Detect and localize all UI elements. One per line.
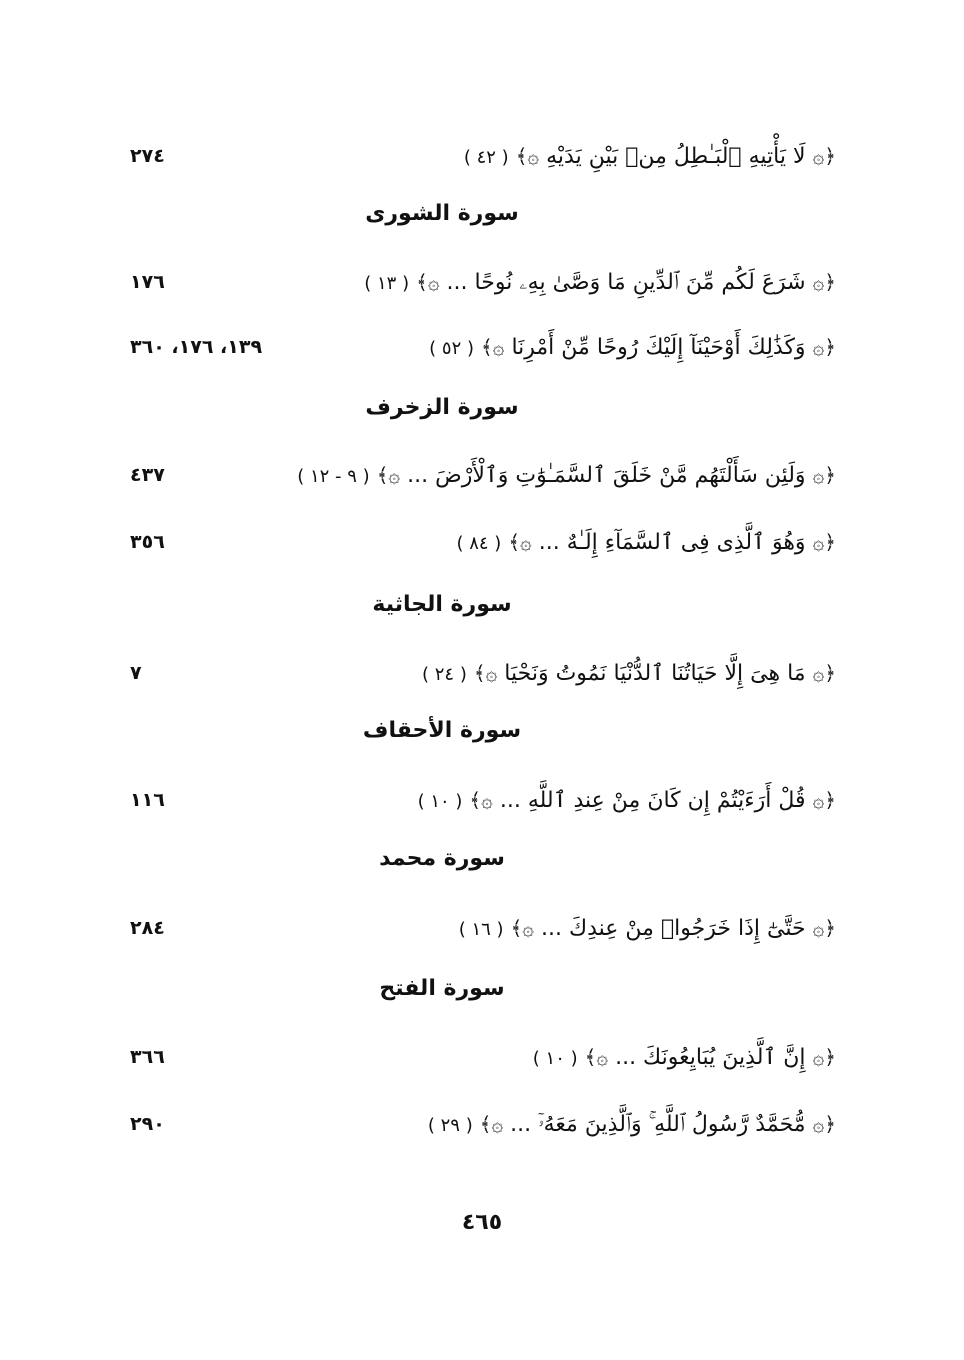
page-number: ٤٦٥	[461, 1210, 503, 1235]
close-bracket-ornament: ﴾	[481, 335, 493, 359]
verse-entry	[364, 262, 836, 302]
star-ornament: ۞	[812, 463, 825, 487]
page-references: ٢٧٤	[130, 145, 165, 167]
verse-entry	[459, 908, 836, 948]
star-ornament: ۞	[522, 916, 535, 940]
verse-text: لَا يَأْتِيهِ ٱلْبَـٰطِلُ مِنۢ بَيْنِ يَدَيْهِ	[546, 144, 806, 169]
verse-number: ( ٢٩ )	[427, 1115, 473, 1136]
page-references: ٢٨٤	[130, 917, 165, 939]
verse-row	[0, 327, 964, 367]
verse-number: ( ١٠ )	[532, 1048, 578, 1069]
verse-number: ( ٤٢ )	[463, 147, 509, 168]
close-bracket-ornament: ﴾	[473, 661, 486, 685]
page-references: ٢٩٠	[130, 1113, 165, 1135]
open-bracket-ornament: ﴿	[824, 463, 836, 487]
open-bracket-ornament: ﴿	[824, 916, 836, 940]
verse-number: ( ١٣ )	[364, 273, 410, 294]
verse-row	[0, 522, 964, 562]
open-bracket-ornament: ﴿	[824, 661, 836, 685]
surah-heading: سورة الأحقاف	[362, 718, 522, 743]
close-bracket-ornament: ﴾	[479, 1112, 492, 1136]
close-bracket-ornament: ﴾	[469, 788, 482, 812]
star-ornament: ۞	[812, 270, 825, 294]
star-ornament: ۞	[812, 530, 825, 554]
close-bracket-ornament: ﴾	[416, 270, 428, 294]
verse-text: وَكَذَٰلِكَ أَوْحَيْنَآ إِلَيْكَ رُوحًا مِّنْ أَمْرِنَا	[511, 335, 806, 360]
surah-heading: سورة الجاثية	[372, 592, 512, 617]
verse-entry	[428, 1104, 836, 1144]
close-bracket-ornament: ﴾	[376, 463, 389, 487]
page-references: ٤٣٧	[130, 464, 165, 486]
close-bracket-ornament: ﴾	[515, 144, 528, 168]
verse-entry	[422, 653, 836, 693]
page-references: ١٣٩، ١٧٦، ٣٦٠	[130, 336, 263, 358]
open-bracket-ornament: ﴿	[824, 530, 836, 554]
star-ornament: ۞	[388, 463, 401, 487]
verse-row	[0, 1037, 964, 1077]
verse-entry	[533, 1037, 836, 1077]
open-bracket-ornament: ﴿	[824, 335, 836, 359]
surah-heading: سورة الشورى	[365, 201, 519, 226]
verse-text: مُّحَمَّدٌ رَّسُولُ ٱللَّهِ ۚ وَٱلَّذِينَ مَعَهُۥٓ ...	[510, 1112, 806, 1137]
page-references: ١٧٦	[130, 271, 165, 293]
verse-number: ( ٨٤ )	[456, 533, 502, 554]
open-bracket-ornament: ﴿	[824, 788, 836, 812]
star-ornament: ۞	[812, 916, 825, 940]
star-ornament: ۞	[427, 270, 440, 294]
verse-entry	[429, 327, 836, 367]
open-bracket-ornament: ﴿	[824, 1112, 836, 1136]
star-ornament: ۞	[520, 530, 532, 554]
verse-number: ( ٩ - ١٢ )	[297, 466, 370, 487]
star-ornament: ۞	[481, 788, 493, 812]
verse-entry	[297, 455, 836, 495]
star-ornament: ۞	[812, 1045, 825, 1069]
verse-entry	[418, 780, 836, 820]
star-ornament: ۞	[812, 661, 825, 685]
page-references: ٣٦٦	[130, 1046, 165, 1068]
verse-row	[0, 908, 964, 948]
star-ornament: ۞	[485, 661, 498, 685]
star-ornament: ۞	[491, 1112, 504, 1136]
verse-text: قُلْ أَرَءَيْتُمْ إِن كَانَ مِنْ عِندِ ٱللَّهِ ...	[499, 788, 806, 813]
open-bracket-ornament: ﴿	[824, 144, 836, 168]
star-ornament: ۞	[596, 1045, 609, 1069]
surah-heading: سورة محمد	[379, 846, 505, 871]
star-ornament: ۞	[812, 788, 825, 812]
verse-text: شَرَعَ لَكُم مِّنَ ٱلدِّينِ مَا وَصَّىٰ بِهِۦ نُوحًا ...	[446, 270, 806, 295]
page-references: ٣٥٦	[130, 531, 165, 553]
verse-row	[0, 262, 964, 302]
open-bracket-ornament: ﴿	[824, 1045, 836, 1069]
verse-number: ( ١٦ )	[458, 919, 504, 940]
close-bracket-ornament: ﴾	[510, 916, 523, 940]
verse-number: ( ٥٢ )	[429, 338, 474, 359]
verse-entry	[464, 136, 836, 176]
verse-row	[0, 780, 964, 820]
verse-row	[0, 455, 964, 495]
close-bracket-ornament: ﴾	[508, 530, 521, 554]
verse-text: وَلَئِن سَأَلْتَهُم مَّنْ خَلَقَ ٱلسَّمَـٰوَٰتِ وَٱلْأَرْضَ ...	[407, 463, 806, 488]
surah-heading: سورة الزخرف	[365, 395, 519, 420]
star-ornament: ۞	[812, 1112, 825, 1136]
page-references: ١١٦	[130, 789, 165, 811]
verse-text: مَا هِىَ إِلَّا حَيَاتُنَا ٱلدُّنْيَا نَمُوتُ وَنَحْيَا	[504, 661, 806, 686]
verse-text: إِنَّ ٱلَّذِينَ يُبَايِعُونَكَ ...	[615, 1045, 806, 1070]
star-ornament: ۞	[812, 335, 825, 359]
verse-text: وَهُوَ ٱلَّذِى فِى ٱلسَّمَآءِ إِلَـٰهٌ ...	[538, 530, 806, 555]
star-ornament: ۞	[492, 335, 505, 359]
verse-row	[0, 136, 964, 176]
verse-text: حَتَّىٰٓ إِذَا خَرَجُوا۟ مِنْ عِندِكَ ...	[541, 916, 806, 941]
verse-entry	[456, 522, 836, 562]
page-references: ٧	[130, 662, 142, 684]
verse-number: ( ٢٤ )	[422, 664, 467, 685]
verse-number: ( ١٠ )	[417, 791, 463, 812]
star-ornament: ۞	[812, 144, 825, 168]
star-ornament: ۞	[527, 144, 540, 168]
close-bracket-ornament: ﴾	[584, 1045, 597, 1069]
surah-heading: سورة الفتح	[379, 976, 505, 1001]
open-bracket-ornament: ﴿	[824, 270, 836, 294]
verse-row	[0, 1104, 964, 1144]
verse-row	[0, 653, 964, 693]
